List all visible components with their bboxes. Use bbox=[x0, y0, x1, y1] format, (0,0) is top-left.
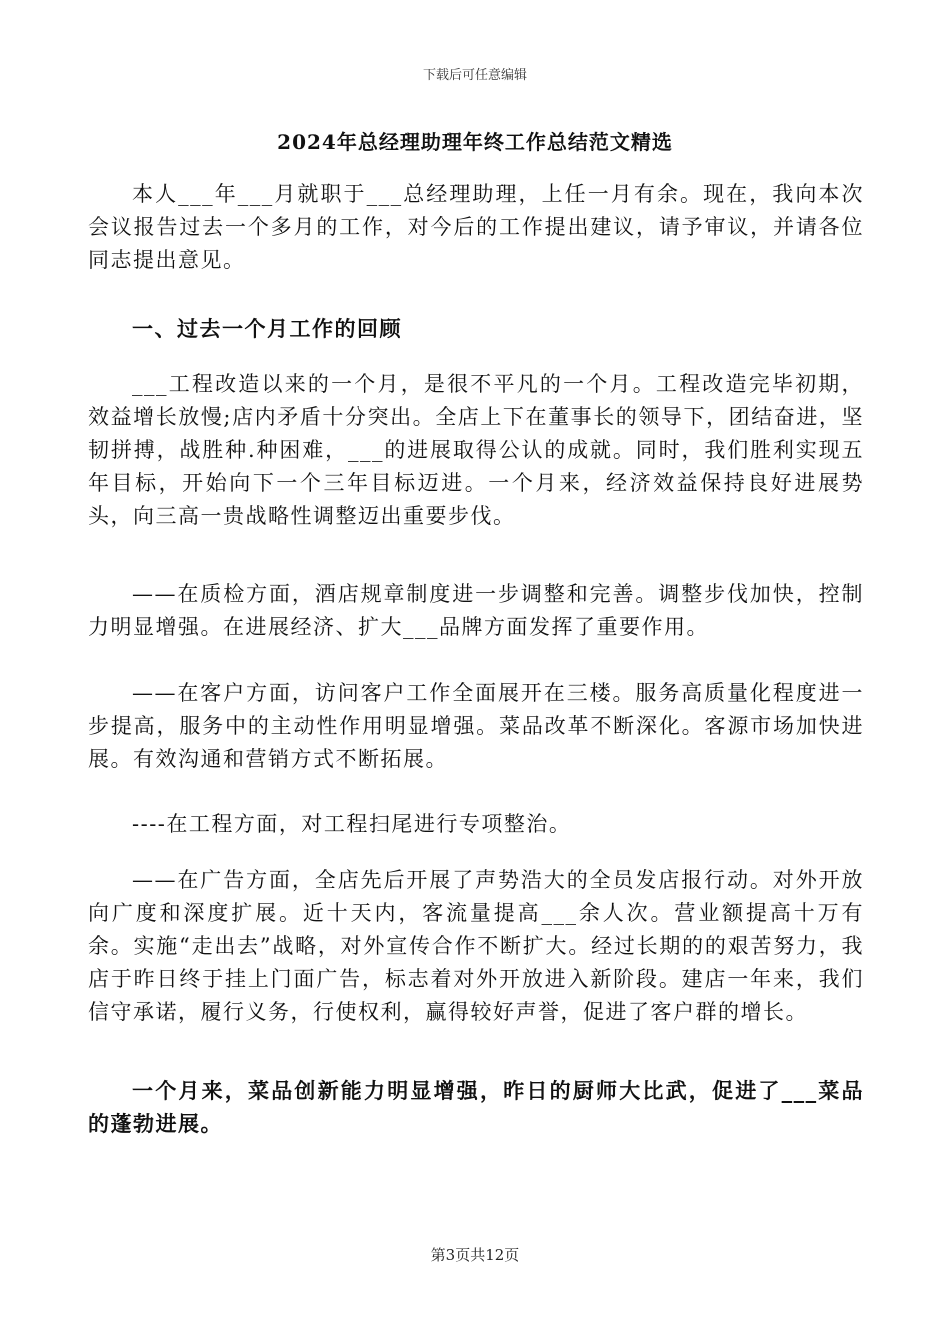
section-heading-wrap bbox=[88, 312, 864, 345]
paragraph-intro bbox=[88, 178, 864, 277]
page-footer: 第3页共12页 bbox=[430, 1246, 520, 1264]
paragraph: ——在广告方面，全店先后开展了声势浩大的全员发店报行动。对外开放向广度和深度扩展。近十天内，客流量提高___余人次。营业额提高十万有余。实施“走出去”战略，对外宣传合作不断扩大。经过长期的的艰苦努力，我店于昨日终于挂上门面广告，标志着对外开放进入新阶段。建店一年来，我们信守承诺，履行义务，行使权利，赢得较好声誉，促进了客户群的增长。 bbox=[88, 868, 864, 1024]
paragraph-menu bbox=[88, 1074, 864, 1140]
document-title: 2024年总经理助理年终工作总结范文精选 bbox=[277, 130, 673, 154]
header-note: 下载后可任意编辑 bbox=[422, 68, 527, 83]
paragraph-bold: 一个月来，菜品创新能力明显增强，昨日的厨师大比武，促进了___菜品的蓬勃进展。 bbox=[88, 1078, 864, 1136]
paragraph-advertising bbox=[88, 864, 864, 1029]
paragraph: ——在客户方面，访问客户工作全面展开在三楼。服务高质量化程度进一步提高，服务中的主动性作用明显增强。菜品改革不断深化。客源市场加快进展。有效沟通和营销方式不断拓展。 bbox=[88, 681, 864, 771]
paragraph: 本人___年___月就职于___总经理助理，上任一月有余。现在，我向本次会议报告过去一个多月的工作，对今后的工作提出建议，请予审议，并请各位同志提出意见。 bbox=[88, 182, 864, 272]
paragraph-review bbox=[88, 368, 864, 533]
paragraph-engineering bbox=[88, 808, 864, 841]
paragraph-quality bbox=[88, 578, 864, 644]
paragraph-customer bbox=[88, 677, 864, 776]
paragraph: ----在工程方面，对工程扫尾进行专项整治。 bbox=[132, 812, 572, 836]
section-heading: 一、过去一个月工作的回顾 bbox=[132, 316, 402, 341]
paragraph: ___工程改造以来的一个月，是很不平凡的一个月。工程改造完毕初期，效益增长放慢;店内矛盾十分突出。全店上下在董事长的领导下，团结奋进，坚韧拼搏，战胜种.种困难，___的进展取得公认的成就。同时，我们胜利实现五年目标，开始向下一个三年目标迈进。一个月来，经济效益保持良好进展势头，向三高一贵战略性调整迈出重要步伐。 bbox=[88, 372, 864, 528]
paragraph: ——在质检方面，酒店规章制度进一步调整和完善。调整步伐加快，控制力明显增强。在进展经济、扩大___品牌方面发挥了重要作用。 bbox=[88, 582, 864, 639]
